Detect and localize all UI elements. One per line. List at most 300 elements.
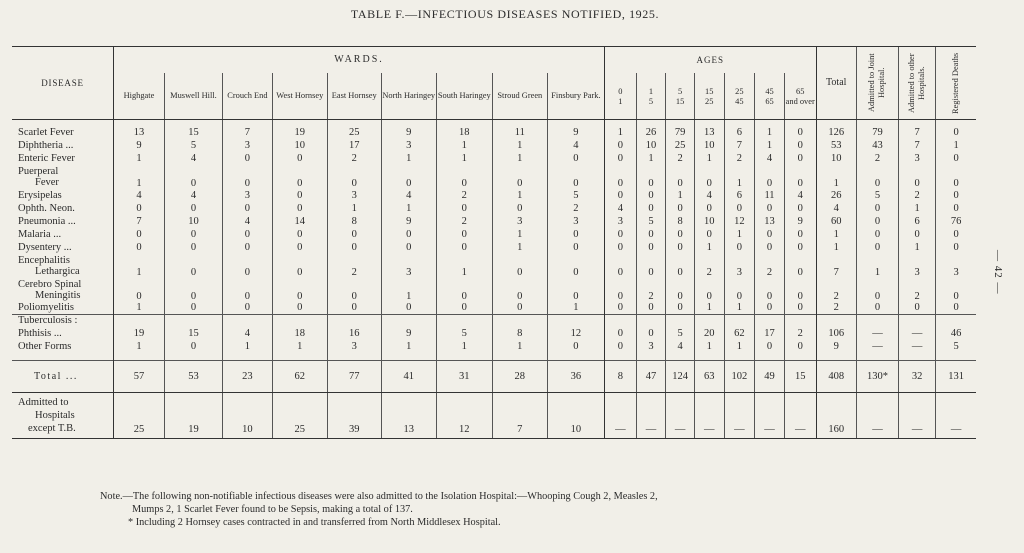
value-cell: 1 xyxy=(223,340,273,353)
value-cell: 0 xyxy=(666,278,695,302)
ward-header: Finsbury Park. xyxy=(547,73,604,120)
disease-name-line: Erysipelas xyxy=(18,189,62,201)
value-cell: 2 xyxy=(547,202,604,215)
value-cell: 0 xyxy=(223,278,273,302)
value-cell: 13 xyxy=(694,126,724,139)
value-cell: 25 xyxy=(666,139,695,152)
value-cell: 0 xyxy=(856,278,898,302)
value-cell: 1 xyxy=(694,302,724,315)
disease-name xyxy=(12,302,114,315)
value-cell: 53 xyxy=(816,139,856,152)
value-cell: — xyxy=(604,393,636,439)
value-cell: 63 xyxy=(694,361,724,393)
value-cell: 0 xyxy=(604,278,636,302)
value-cell: 0 xyxy=(666,302,695,315)
disease-name-line: Scarlet Fever xyxy=(18,126,74,138)
value-cell: 1 xyxy=(816,241,856,254)
disease-name xyxy=(12,165,114,189)
value-cell: 0 xyxy=(436,228,492,241)
age-from-header: 65 xyxy=(784,73,816,97)
value-cell: 1 xyxy=(114,254,165,278)
value-cell: 1 xyxy=(492,241,547,254)
value-cell: 9 xyxy=(381,215,436,228)
value-cell: 4 xyxy=(666,340,695,353)
value-cell: 131 xyxy=(936,361,976,393)
value-cell: 0 xyxy=(223,241,273,254)
value-cell: 0 xyxy=(327,302,381,315)
value-cell: 0 xyxy=(272,228,327,241)
value-cell: 10 xyxy=(816,152,856,165)
value-cell: 23 xyxy=(223,361,273,393)
ward-header: Muswell Hill. xyxy=(164,73,222,120)
disease-name xyxy=(12,278,114,302)
age-to-header: and over xyxy=(784,97,816,120)
value-cell: — xyxy=(784,393,816,439)
value-cell: 3 xyxy=(381,139,436,152)
value-cell: 79 xyxy=(856,126,898,139)
value-cell: 12 xyxy=(547,327,604,340)
value-cell: 1 xyxy=(381,340,436,353)
disease-name xyxy=(12,361,114,393)
value-cell: 1 xyxy=(547,302,604,315)
table-row xyxy=(12,340,976,353)
value-cell: — xyxy=(899,327,936,340)
value-cell: 408 xyxy=(816,361,856,393)
value-cell: 0 xyxy=(724,241,755,254)
value-cell: 0 xyxy=(492,165,547,189)
value-cell: 15 xyxy=(164,126,222,139)
value-cell: 0 xyxy=(164,278,222,302)
value-cell: 2 xyxy=(856,152,898,165)
value-cell: 0 xyxy=(666,254,695,278)
value-cell: 60 xyxy=(816,215,856,228)
value-cell: 7 xyxy=(492,393,547,439)
value-cell: 1 xyxy=(492,152,547,165)
value-cell: 0 xyxy=(381,241,436,254)
admitted-label-line: Hospitals xyxy=(35,410,75,421)
value-cell: 4 xyxy=(223,327,273,340)
age-from-header: 45 xyxy=(755,73,785,97)
value-cell: 1 xyxy=(114,165,165,189)
value-cell: 12 xyxy=(436,393,492,439)
value-cell: 0 xyxy=(492,278,547,302)
value-cell: 4 xyxy=(164,152,222,165)
value-cell: 7 xyxy=(899,139,936,152)
value-cell: 0 xyxy=(936,152,976,165)
value-cell: 0 xyxy=(784,152,816,165)
value-cell: 0 xyxy=(636,302,666,315)
disease-header: DISEASE xyxy=(12,47,114,120)
ward-header: Crouch End xyxy=(223,73,273,120)
value-cell: 0 xyxy=(164,228,222,241)
value-cell: 0 xyxy=(755,241,785,254)
value-cell: 10 xyxy=(223,393,273,439)
age-to-header: 65 xyxy=(755,97,785,120)
value-cell: 12 xyxy=(724,215,755,228)
value-cell: 0 xyxy=(899,302,936,315)
value-cell: 10 xyxy=(636,139,666,152)
ward-header: North Haringey xyxy=(381,73,436,120)
value-cell: 39 xyxy=(327,393,381,439)
value-cell: 2 xyxy=(327,152,381,165)
value-cell: 0 xyxy=(694,202,724,215)
total-header: Total xyxy=(816,47,856,120)
value-cell: 8 xyxy=(604,361,636,393)
value-cell: 0 xyxy=(755,165,785,189)
value-cell: 6 xyxy=(724,126,755,139)
table-row xyxy=(12,126,976,139)
value-cell: 0 xyxy=(604,139,636,152)
value-cell: 0 xyxy=(636,165,666,189)
value-cell: 0 xyxy=(604,228,636,241)
value-cell: 13 xyxy=(114,126,165,139)
value-cell: 13 xyxy=(755,215,785,228)
value-cell: 7 xyxy=(114,215,165,228)
table-row xyxy=(12,165,976,189)
ward-header: South Haringey xyxy=(436,73,492,120)
value-cell: 0 xyxy=(856,228,898,241)
admitted-label xyxy=(12,393,114,439)
page-number: — 42 — xyxy=(992,250,1004,295)
wards-header: WARDS. xyxy=(114,47,605,73)
spacer-row xyxy=(12,353,976,361)
value-cell: 0 xyxy=(547,152,604,165)
value-cell: 0 xyxy=(114,202,165,215)
disease-name-line: Puerperal xyxy=(18,165,59,177)
value-cell: 0 xyxy=(272,165,327,189)
age-to-header: 5 xyxy=(636,97,666,120)
value-cell: 0 xyxy=(223,254,273,278)
value-cell: 0 xyxy=(755,278,785,302)
value-cell: 0 xyxy=(547,228,604,241)
value-cell: — xyxy=(856,340,898,353)
value-cell: 1 xyxy=(381,152,436,165)
value-cell: 0 xyxy=(272,254,327,278)
value-cell: 1 xyxy=(694,340,724,353)
value-cell: 1 xyxy=(327,202,381,215)
value-cell: 49 xyxy=(755,361,785,393)
infectious-diseases-table xyxy=(12,46,976,439)
value-cell: 0 xyxy=(784,241,816,254)
value-cell: 2 xyxy=(694,254,724,278)
tuberculosis-label: Tuberculosis : xyxy=(12,315,114,327)
value-cell: 10 xyxy=(272,139,327,152)
value-cell: 0 xyxy=(272,278,327,302)
value-cell: 0 xyxy=(666,241,695,254)
value-cell: 5 xyxy=(164,139,222,152)
value-cell: 106 xyxy=(816,327,856,340)
value-cell: 0 xyxy=(492,202,547,215)
value-cell: 1 xyxy=(694,152,724,165)
value-cell: 46 xyxy=(936,327,976,340)
value-cell: 1 xyxy=(492,340,547,353)
value-cell: 0 xyxy=(856,202,898,215)
value-cell: 1 xyxy=(755,126,785,139)
value-cell: 0 xyxy=(327,241,381,254)
age-to-header: 1 xyxy=(604,97,636,120)
table-row xyxy=(12,278,976,302)
value-cell: 0 xyxy=(327,165,381,189)
value-cell: 160 xyxy=(816,393,856,439)
value-cell: 0 xyxy=(899,165,936,189)
value-cell: 4 xyxy=(604,202,636,215)
value-cell: 0 xyxy=(604,241,636,254)
value-cell: 0 xyxy=(636,228,666,241)
age-from-header: 15 xyxy=(694,73,724,97)
value-cell: 3 xyxy=(492,215,547,228)
value-cell: 2 xyxy=(436,189,492,202)
value-cell: 17 xyxy=(755,327,785,340)
disease-name xyxy=(12,228,114,241)
note-line-2: Mumps 2, 1 Scarlet Fever found to be Sepsis, making a total of 137. xyxy=(132,504,413,515)
disease-name xyxy=(12,202,114,215)
value-cell: 2 xyxy=(436,215,492,228)
value-cell: 0 xyxy=(164,302,222,315)
value-cell: 0 xyxy=(694,165,724,189)
value-cell: 0 xyxy=(327,278,381,302)
table-row xyxy=(12,302,976,315)
value-cell: 17 xyxy=(327,139,381,152)
value-cell: 1 xyxy=(436,139,492,152)
value-cell: 0 xyxy=(223,228,273,241)
value-cell: 0 xyxy=(724,202,755,215)
value-cell: 0 xyxy=(492,254,547,278)
value-cell: 0 xyxy=(784,340,816,353)
value-cell: 9 xyxy=(784,215,816,228)
disease-name xyxy=(12,215,114,228)
value-cell: 0 xyxy=(755,202,785,215)
value-cell: 0 xyxy=(784,302,816,315)
value-cell: 1 xyxy=(492,139,547,152)
admitted-row xyxy=(12,393,976,439)
value-cell: 1 xyxy=(272,340,327,353)
value-cell: 43 xyxy=(856,139,898,152)
value-cell: 19 xyxy=(114,327,165,340)
value-cell: 62 xyxy=(724,327,755,340)
value-cell: 0 xyxy=(694,278,724,302)
value-cell: 7 xyxy=(223,126,273,139)
value-cell: 15 xyxy=(784,361,816,393)
value-cell: 0 xyxy=(164,241,222,254)
table-row xyxy=(12,139,976,152)
disease-name-line: Enteric Fever xyxy=(18,152,75,164)
value-cell: 0 xyxy=(666,202,695,215)
table-row xyxy=(12,189,976,202)
value-cell: 0 xyxy=(936,228,976,241)
disease-name-line: Fever xyxy=(35,176,59,188)
value-cell: 1 xyxy=(492,228,547,241)
value-cell: 1 xyxy=(724,165,755,189)
disease-name xyxy=(12,254,114,278)
value-cell: 0 xyxy=(164,254,222,278)
value-cell: 0 xyxy=(784,126,816,139)
value-cell: 3 xyxy=(899,254,936,278)
value-cell: 0 xyxy=(164,165,222,189)
disease-name-line: Lethargica xyxy=(35,265,80,277)
value-cell: 41 xyxy=(381,361,436,393)
age-to-header: 25 xyxy=(694,97,724,120)
admitted-joint-header: Admitted to Joint Hospital. xyxy=(856,47,898,120)
value-cell: 0 xyxy=(114,228,165,241)
value-cell: 0 xyxy=(327,228,381,241)
age-from-header: 1 xyxy=(636,73,666,97)
value-cell: 0 xyxy=(936,165,976,189)
age-from-header: 5 xyxy=(666,73,695,97)
value-cell: 10 xyxy=(547,393,604,439)
value-cell: 5 xyxy=(666,327,695,340)
tuberculosis-label-row xyxy=(12,315,976,327)
value-cell: 0 xyxy=(114,278,165,302)
value-cell: 2 xyxy=(899,278,936,302)
value-cell: 0 xyxy=(436,241,492,254)
value-cell: 1 xyxy=(755,139,785,152)
value-cell: 0 xyxy=(604,152,636,165)
value-cell: 79 xyxy=(666,126,695,139)
disease-name-line: Total ... xyxy=(34,371,78,382)
value-cell: — xyxy=(899,393,936,439)
disease-name-line: Malaria ... xyxy=(18,228,62,240)
value-cell: 3 xyxy=(547,215,604,228)
note-line-1: Note.—The following non-notifiable infectious diseases were also admitted to the Isolation Hospital:—Whooping Cough 2, Measles 2, xyxy=(100,491,658,502)
value-cell: 18 xyxy=(272,327,327,340)
value-cell: 9 xyxy=(816,340,856,353)
table-row xyxy=(12,241,976,254)
disease-name-line: Pneumonia ... xyxy=(18,215,76,227)
value-cell: 0 xyxy=(381,228,436,241)
value-cell: 0 xyxy=(636,202,666,215)
value-cell: 32 xyxy=(899,361,936,393)
value-cell: 2 xyxy=(636,278,666,302)
age-from-header: 0 xyxy=(604,73,636,97)
value-cell: — xyxy=(936,393,976,439)
value-cell: 0 xyxy=(223,202,273,215)
ward-header: East Hornsey xyxy=(327,73,381,120)
value-cell: 1 xyxy=(724,228,755,241)
value-cell: 0 xyxy=(936,302,976,315)
disease-name-line: Diphtheria ... xyxy=(18,139,74,151)
value-cell: 0 xyxy=(784,228,816,241)
value-cell: 3 xyxy=(327,340,381,353)
value-cell: 0 xyxy=(114,241,165,254)
value-cell: 1 xyxy=(856,254,898,278)
value-cell: 19 xyxy=(164,393,222,439)
value-cell: 3 xyxy=(381,254,436,278)
disease-name-line: Encephalitis xyxy=(18,254,70,266)
value-cell: 0 xyxy=(381,302,436,315)
disease-name-line: Dysentery ... xyxy=(18,241,72,253)
value-cell: 1 xyxy=(436,340,492,353)
value-cell: 0 xyxy=(164,340,222,353)
value-cell: 5 xyxy=(936,340,976,353)
value-cell: 0 xyxy=(604,189,636,202)
value-cell: 1 xyxy=(899,241,936,254)
admitted-other-header: Admitted to other Hospitals. xyxy=(899,47,936,120)
value-cell: 0 xyxy=(547,278,604,302)
value-cell: 20 xyxy=(694,327,724,340)
value-cell: 0 xyxy=(936,241,976,254)
value-cell: 9 xyxy=(547,126,604,139)
value-cell: 3 xyxy=(223,139,273,152)
value-cell: 0 xyxy=(856,215,898,228)
disease-name xyxy=(12,126,114,139)
value-cell: 5 xyxy=(636,215,666,228)
value-cell: 1 xyxy=(114,152,165,165)
value-cell: 4 xyxy=(114,189,165,202)
value-cell: 4 xyxy=(547,139,604,152)
total-row xyxy=(12,361,976,393)
value-cell: 4 xyxy=(784,189,816,202)
value-cell: 4 xyxy=(164,189,222,202)
table-row xyxy=(12,228,976,241)
value-cell: 0 xyxy=(856,302,898,315)
ages-header: AGES xyxy=(604,47,816,73)
value-cell: 4 xyxy=(755,152,785,165)
value-cell: 57 xyxy=(114,361,165,393)
value-cell: — xyxy=(694,393,724,439)
value-cell: 14 xyxy=(272,215,327,228)
value-cell: 3 xyxy=(604,215,636,228)
value-cell: 0 xyxy=(784,165,816,189)
value-cell: 1 xyxy=(492,189,547,202)
value-cell: — xyxy=(666,393,695,439)
value-cell: 0 xyxy=(856,241,898,254)
value-cell: 124 xyxy=(666,361,695,393)
value-cell: 1 xyxy=(436,152,492,165)
value-cell: 2 xyxy=(816,302,856,315)
value-cell: 19 xyxy=(272,126,327,139)
value-cell: 0 xyxy=(755,302,785,315)
note-line-3: * Including 2 Hornsey cases contracted in and transferred from North Middlesex Hospital. xyxy=(128,517,501,528)
value-cell: 8 xyxy=(492,327,547,340)
value-cell: 1 xyxy=(724,302,755,315)
value-cell: — xyxy=(636,393,666,439)
value-cell: 1 xyxy=(936,139,976,152)
disease-name xyxy=(12,327,114,340)
value-cell: 4 xyxy=(223,215,273,228)
disease-name xyxy=(12,152,114,165)
value-cell: 3 xyxy=(636,340,666,353)
value-cell: 0 xyxy=(755,340,785,353)
value-cell: 0 xyxy=(492,302,547,315)
value-cell: 3 xyxy=(223,189,273,202)
value-cell: 0 xyxy=(436,302,492,315)
disease-name-line: Phthisis ... xyxy=(18,327,62,339)
value-cell: 0 xyxy=(666,165,695,189)
value-cell: 0 xyxy=(784,254,816,278)
value-cell: 26 xyxy=(816,189,856,202)
value-cell: 5 xyxy=(436,327,492,340)
ward-header: Stroud Green xyxy=(492,73,547,120)
value-cell: 31 xyxy=(436,361,492,393)
value-cell: — xyxy=(755,393,785,439)
value-cell: 0 xyxy=(436,278,492,302)
value-cell: 25 xyxy=(272,393,327,439)
value-cell: 1 xyxy=(381,278,436,302)
value-cell: 0 xyxy=(694,228,724,241)
value-cell: 4 xyxy=(694,189,724,202)
value-cell: 13 xyxy=(381,393,436,439)
value-cell: 3 xyxy=(724,254,755,278)
value-cell: 0 xyxy=(223,152,273,165)
value-cell: 3 xyxy=(327,189,381,202)
value-cell: — xyxy=(724,393,755,439)
value-cell: 1 xyxy=(114,302,165,315)
value-cell: 1 xyxy=(436,254,492,278)
value-cell: 3 xyxy=(899,152,936,165)
value-cell: 1 xyxy=(816,228,856,241)
value-cell: — xyxy=(899,340,936,353)
value-cell: 47 xyxy=(636,361,666,393)
